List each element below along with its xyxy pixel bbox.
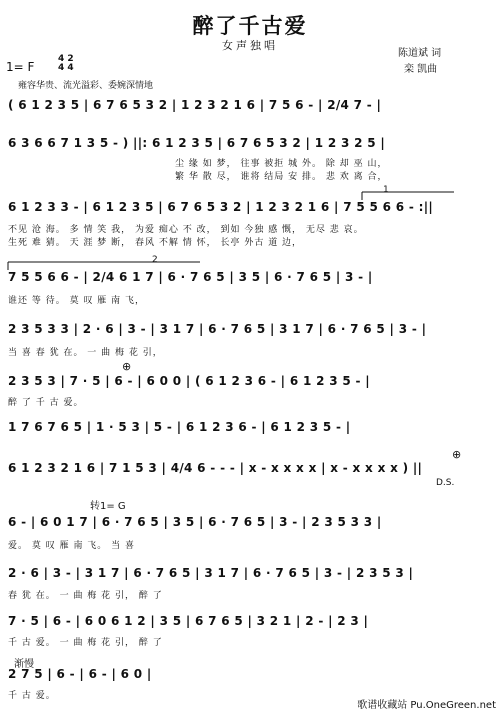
lyric-line: 当 喜 春 犹 在。 一 曲 梅 花 引， (8, 348, 163, 358)
modulation-mark: 转1= G (90, 501, 126, 512)
lyric-line: 不见 沧 海。 多 情 笑 我， 为爱 痴心 不 改， 到如 今独 感 慨， 无尽 悲 哀。 (8, 225, 364, 235)
lyric-line: 尘 缘 如 梦， 往事 被拒 城 外。 除 却 巫 山， (175, 159, 388, 169)
score-line: 6 1 2 3 2 1 6 | 7 1 5 3 | 4/4 6 - - - | x - x x x x | x - x x x x ) || (8, 461, 423, 475)
score-line: 7 · 5 | 6 - | 6 0 6 1 2 | 3 5 | 6 7 6 5 | 3 2 1 | 2 - | 2 3 | (8, 614, 369, 628)
lyric-line: 醉 了 千 古 爱。 (8, 398, 84, 408)
ritardando-mark: 渐慢 (14, 659, 34, 670)
score-line: 2 7 5 | 6 - | 6 - | 6 0 | (8, 667, 152, 681)
meter-bottom: 4 4 (58, 63, 74, 73)
lyric-line: 爱。 莫 叹 雁 南 飞。 当 喜 (8, 541, 136, 551)
score-line: ( 6 1 2 3 5 | 6 7 6 5 3 2 | 1 2 3 2 1 6 | 7 5 6 - | 2/4 7 - | (8, 98, 382, 112)
lyric-line: 千 古 爱。 (8, 691, 56, 701)
score-line: 7 5 5 6 6 - | 2/4 6 1 7 | 6 · 7 6 5 | 3 5 | 6 · 7 6 5 | 3 - | (8, 270, 373, 284)
score-line: 2 3 5 3 3 | 2 · 6 | 3 - | 3 1 7 | 6 · 7 6 5 | 3 1 7 | 6 · 7 6 5 | 3 - | (8, 322, 427, 336)
expression-marking: 雍容华贵、流光溢彩、委婉深情地 (18, 81, 154, 91)
coda-symbol-icon: ⊕ (452, 448, 462, 461)
song-subtitle: 女声独唱 (222, 39, 278, 52)
lyricist-credit: 陈道斌 词 (398, 48, 442, 59)
volta-1-label: 1 (383, 185, 389, 195)
score-line: 2 3 5 3 | 7 · 5 | 6 - | 6 0 0 | ( 6 1 2 3 6 - | 6 1 2 3 5 - | (8, 374, 370, 388)
volta-2-label: 2 (152, 255, 158, 265)
score-line: 6 1 2 3 3 - | 6 1 2 3 5 | 6 7 6 5 3 2 | 1 2 3 2 1 6 | 7 5 5 6 6 - :|| (8, 200, 434, 214)
lyric-line: 千 古 爱。 一 曲 梅 花 引， 醉 了 (8, 638, 163, 648)
ds-mark: D.S. (436, 478, 455, 488)
lyric-line: 春 犹 在。 一 曲 梅 花 引， 醉 了 (8, 591, 163, 601)
coda-symbol-icon: ⊕ (122, 360, 132, 373)
song-title: 醉了千古爱 (192, 14, 308, 38)
lyric-line: 繁 华 散 尽， 谁将 结局 安 排。 悲 欢 离 合， (175, 172, 388, 182)
meter-top: 4 2 (58, 54, 74, 64)
score-line: 6 3 6 6 7 1 3 5 - ) ||: 6 1 2 3 5 | 6 7 6 5 3 2 | 1 2 3 2 5 | (8, 136, 386, 150)
key-signature: 1= F (6, 60, 35, 74)
watermark-footer: 歌谱收藏站 Pu.OneGreen.net (357, 700, 496, 711)
score-line: 6 - | 6 0 1 7 | 6 · 7 6 5 | 3 5 | 6 · 7 6 5 | 3 - | 2 3 5 3 3 | (8, 515, 382, 529)
score-line: 1 7 6 7 6 5 | 1 · 5 3 | 5 - | 6 1 2 3 6 - | 6 1 2 3 5 - | (8, 420, 351, 434)
lyric-line: 生死 难 猜。 天 涯 梦 断， 春风 不解 情 怀， 长亭 外古 道 边， (8, 238, 303, 248)
lyric-line: 谁还 等 待。 莫 叹 雁 南 飞， (8, 296, 146, 306)
score-line: 2 · 6 | 3 - | 3 1 7 | 6 · 7 6 5 | 3 1 7 | 6 · 7 6 5 | 3 - | 2 3 5 3 | (8, 566, 414, 580)
composer-credit: 栾 凯曲 (404, 64, 438, 75)
